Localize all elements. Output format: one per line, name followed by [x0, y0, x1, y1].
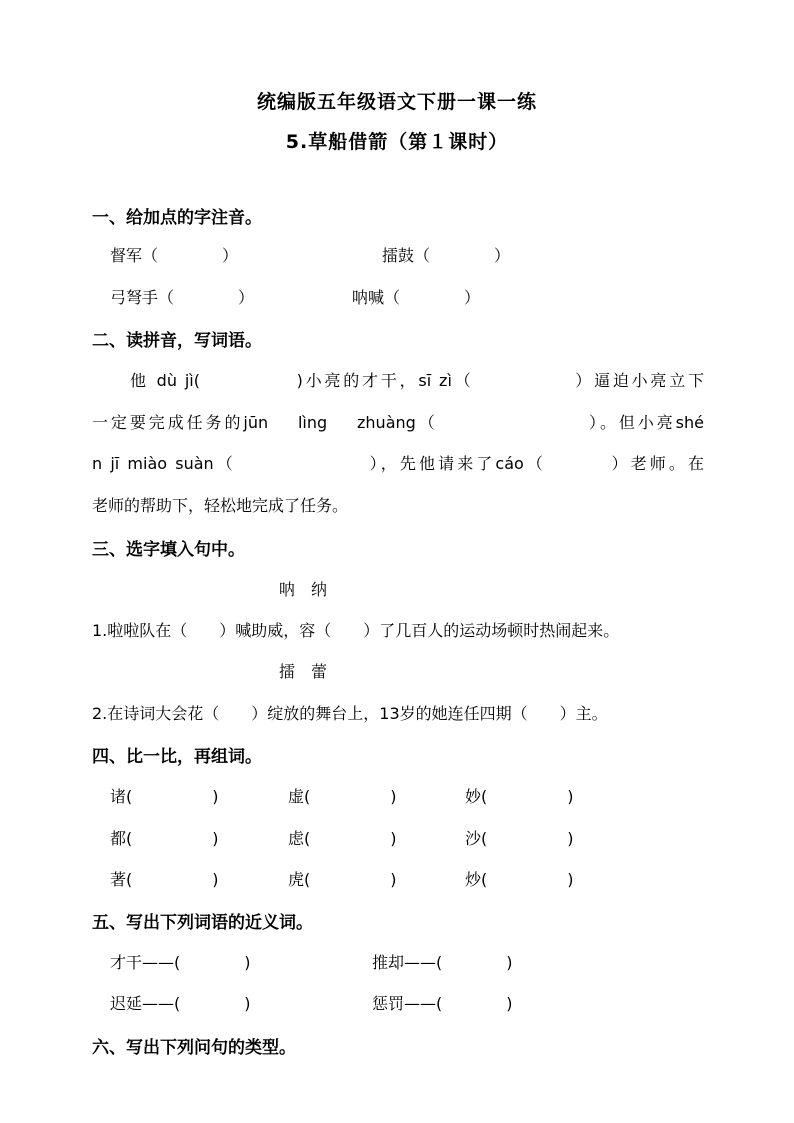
section-6-heading: 六、写出下列问句的类型。 — [92, 1038, 296, 1058]
pinyin-item-dujun: 督军（ ） — [110, 246, 239, 265]
page-title: 统编版五年级语文下册一课一练 — [256, 91, 537, 113]
section-3-heading: 三、选字填入句中。 — [92, 540, 245, 560]
passage-line-4: 老师的帮助下，轻松地完成了任务。 — [92, 496, 349, 515]
pinyin-item-nahan: 呐喊（ ） — [352, 288, 481, 307]
pinyin-item-gongnushou: 弓弩手（ ） — [110, 288, 255, 307]
compare-item: 虚( ) — [288, 787, 397, 806]
lesson-title: 5.草船借箭（第１课时） — [285, 131, 509, 153]
synonym-item-chengfa: 惩罚——( ) — [372, 994, 513, 1013]
passage-line-3: n jī miào suàn（ ），先他请来了cáo（ ）老师。在 — [92, 454, 704, 473]
synonym-item-tuique: 推却——( ) — [372, 953, 513, 972]
section-5-heading: 五、写出下列词语的近义词。 — [92, 913, 313, 933]
compare-item: 妙( ) — [465, 787, 574, 806]
section-1-heading: 一、给加点的字注音。 — [92, 208, 262, 228]
choice-group-1: 呐 纳 — [279, 580, 328, 599]
synonym-item-chiyan: 迟延——( ) — [110, 994, 251, 1013]
choice-group-2: 擂 蕾 — [279, 662, 328, 681]
compare-item: 炒( ) — [465, 870, 574, 889]
compare-item: 都( ) — [110, 829, 219, 848]
section-2-heading: 二、读拼音，写词语。 — [92, 331, 262, 351]
fill-sentence-2: 2.在诗词大会花（ ）绽放的舞台上，13岁的她连任四期（ ）主。 — [92, 704, 608, 723]
compare-item: 虎( ) — [288, 870, 397, 889]
compare-item: 著( ) — [110, 870, 219, 889]
synonym-item-caigan: 才干——( ) — [110, 953, 251, 972]
compare-item: 沙( ) — [465, 829, 574, 848]
compare-item: 虑( ) — [288, 829, 397, 848]
section-4-heading: 四、比一比，再组词。 — [92, 747, 262, 767]
compare-item: 诸( ) — [110, 787, 219, 806]
pinyin-item-leigu: 擂鼓（ ） — [382, 246, 511, 265]
passage-line-2: 一定要完成任务的jūn lìng zhuàng（ ）。但小亮shé — [92, 413, 704, 432]
passage-line-1: 他 dù jì( )小亮的才干，sī zì（ ）逼迫小亮立下 — [130, 371, 704, 390]
fill-sentence-1: 1.啦啦队在（ ）喊助威，容（ ）了几百人的运动场顿时热闹起来。 — [92, 621, 620, 640]
